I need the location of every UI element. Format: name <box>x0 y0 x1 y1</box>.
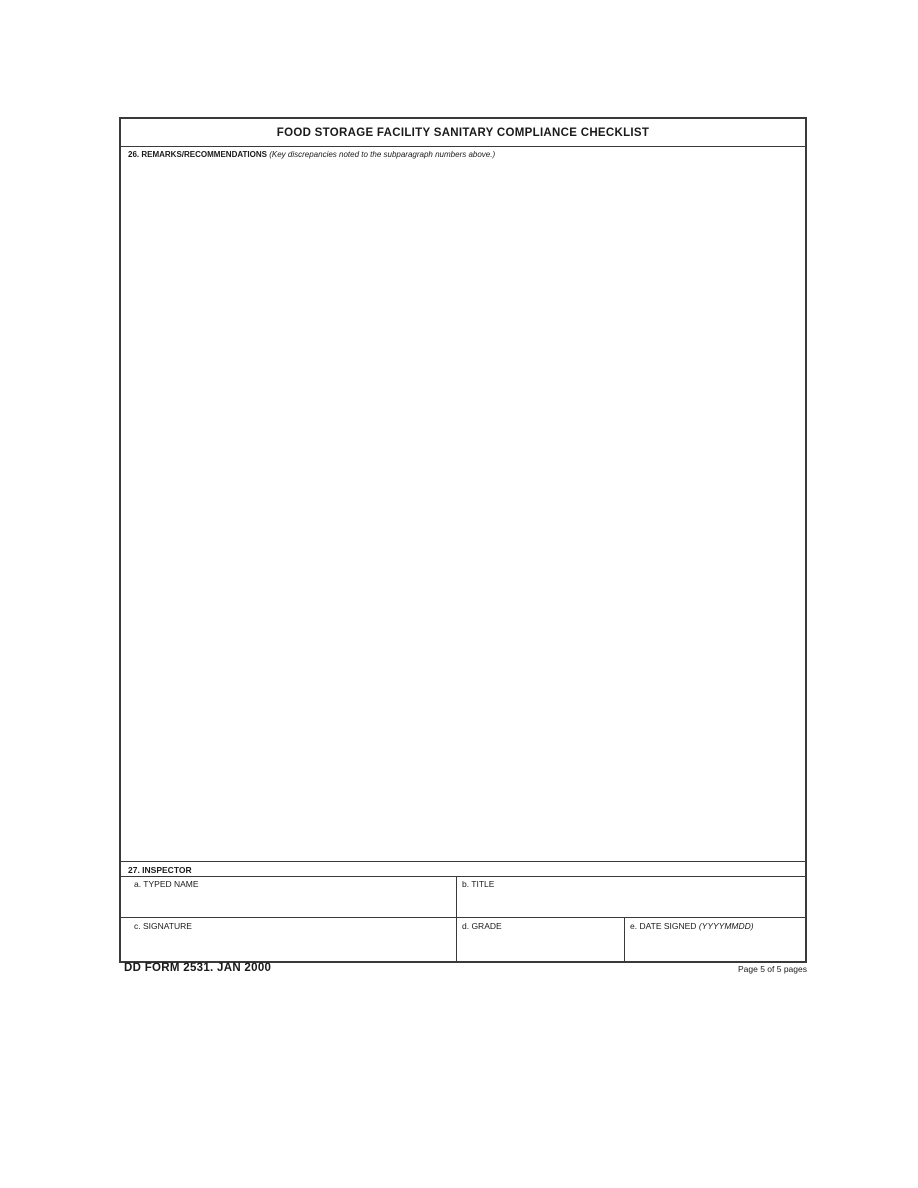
form-id: DD FORM 2531. JAN 2000 <box>124 962 272 974</box>
title-field[interactable] <box>457 877 805 917</box>
remarks-field[interactable] <box>121 163 805 861</box>
grade-label: d. GRADE <box>462 921 502 931</box>
date-signed-field[interactable] <box>625 918 805 962</box>
page-info: Page 5 of 5 pages <box>737 964 807 974</box>
date-format-hint: (YYYYMMDD) <box>698 921 754 931</box>
inspector-heading: 27. INSPECTOR <box>128 865 192 875</box>
typed-name-field[interactable] <box>121 877 456 917</box>
remarks-number-label: 26. REMARKS/RECOMMENDATIONS <box>128 150 267 159</box>
inspector-section <box>121 861 805 962</box>
date-signed-label-text: e. DATE SIGNED <box>630 921 697 931</box>
typed-name-label: a. TYPED NAME <box>134 879 199 889</box>
form-title: FOOD STORAGE FACILITY SANITARY COMPLIANCE CHECKLIST <box>121 119 805 147</box>
remarks-label <box>128 150 495 159</box>
signature-field[interactable] <box>121 918 456 962</box>
signature-label: c. SIGNATURE <box>134 921 192 931</box>
remarks-instruction: (Key discrepancies noted to the subparagraph numbers above.) <box>269 150 496 159</box>
form-frame <box>119 117 807 963</box>
title-label: b. TITLE <box>462 879 495 889</box>
grade-field[interactable] <box>457 918 624 962</box>
